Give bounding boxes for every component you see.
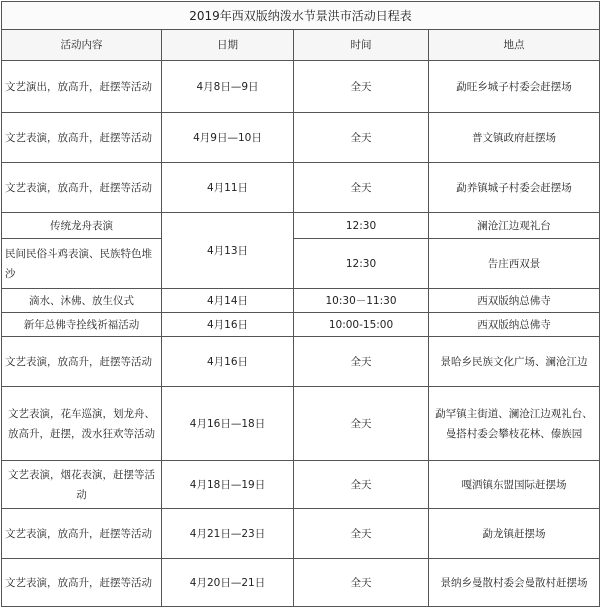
- date-cell: 4月20日—21日: [162, 559, 294, 607]
- activity-cell: 新年总佛寺拴线祈福活动: [2, 313, 162, 337]
- time-cell: 10:00-15:00: [294, 313, 429, 337]
- place-cell: 西双版纳总佛寺: [429, 313, 600, 337]
- place-cell: 澜沧江边观礼台: [429, 213, 600, 239]
- activity-cell: 文艺表演，花车巡演，划龙舟、放高升，赶摆，泼水狂欢等活动: [2, 387, 162, 461]
- table-row: [2, 289, 600, 313]
- place-cell: 告庄西双景: [429, 239, 600, 289]
- time-cell: 12:30: [294, 239, 429, 289]
- activity-cell: 文艺表演，放高升，赶摆等活动: [2, 509, 162, 559]
- table-row: [2, 461, 600, 509]
- place-cell: 勐龙镇赶摆场: [429, 509, 600, 559]
- activity-cell: 文艺表演，放高升，赶摆等活动: [2, 337, 162, 387]
- activity-cell: 文艺表演，烟花表演，赶摆等活动: [2, 461, 162, 509]
- place-cell: 嘎洒镇东盟国际赶摆场: [429, 461, 600, 509]
- table-row: [2, 313, 600, 337]
- schedule-document: [1, 1, 599, 595]
- schedule-table: [1, 1, 600, 607]
- date-cell: 4月16日: [162, 313, 294, 337]
- activity-cell: 传统龙舟表演: [2, 213, 162, 239]
- place-cell: 景纳乡曼散村委会曼散村赶摆场: [429, 559, 600, 607]
- date-cell: 4月13日: [162, 213, 294, 289]
- place-cell: 西双版纳总佛寺: [429, 289, 600, 313]
- place-cell: 景哈乡民族文化广场、澜沧江边: [429, 337, 600, 387]
- header-activity: 活动内容: [2, 30, 162, 61]
- table-row: [2, 163, 600, 213]
- place-cell: 普文镇政府赶摆场: [429, 113, 600, 163]
- date-cell: 4月8日—9日: [162, 61, 294, 113]
- place-cell: 勐罕镇主街道、澜沧江边观礼台、曼搭村委会攀枝花林、傣族园: [429, 387, 600, 461]
- activity-cell: 民间民俗斗鸡表演、民族特色堆沙: [2, 239, 162, 289]
- time-cell: 10:30－11:30: [294, 289, 429, 313]
- activity-cell: 文艺表演，放高升，赶摆等活动: [2, 113, 162, 163]
- time-cell: 12:30: [294, 213, 429, 239]
- header-date: 日期: [162, 30, 294, 61]
- date-cell: 4月14日: [162, 289, 294, 313]
- date-cell: 4月9日—10日: [162, 113, 294, 163]
- header-time: 时间: [294, 30, 429, 61]
- table-row: [2, 61, 600, 113]
- table-row: [2, 509, 600, 559]
- activity-cell: 文艺演出，放高升，赶摆等活动: [2, 61, 162, 113]
- activity-cell: 文艺表演，放高升，赶摆等活动: [2, 559, 162, 607]
- time-cell: 全天: [294, 113, 429, 163]
- date-cell: 4月16日—18日: [162, 387, 294, 461]
- header-row: [2, 30, 600, 61]
- time-cell: 全天: [294, 509, 429, 559]
- date-cell: 4月11日: [162, 163, 294, 213]
- header-place: 地点: [429, 30, 600, 61]
- place-cell: 勐养镇城子村委会赶摆场: [429, 163, 600, 213]
- activity-cell: 文艺表演，放高升，赶摆等活动: [2, 163, 162, 213]
- time-cell: 全天: [294, 61, 429, 113]
- date-cell: 4月16日: [162, 337, 294, 387]
- time-cell: 全天: [294, 559, 429, 607]
- time-cell: 全天: [294, 461, 429, 509]
- table-row: [2, 239, 600, 289]
- time-cell: 全天: [294, 387, 429, 461]
- place-cell: 勐旺乡城子村委会赶摆场: [429, 61, 600, 113]
- date-cell: 4月18日—19日: [162, 461, 294, 509]
- table-title: 2019年西双版纳泼水节景洪市活动日程表: [2, 2, 600, 30]
- time-cell: 全天: [294, 337, 429, 387]
- date-cell: 4月21日—23日: [162, 509, 294, 559]
- activity-cell: 滴水、沐佛、放生仪式: [2, 289, 162, 313]
- time-cell: 全天: [294, 163, 429, 213]
- table-row: [2, 213, 600, 239]
- table-row: [2, 113, 600, 163]
- table-row: [2, 559, 600, 607]
- table-row: [2, 337, 600, 387]
- table-row: [2, 387, 600, 461]
